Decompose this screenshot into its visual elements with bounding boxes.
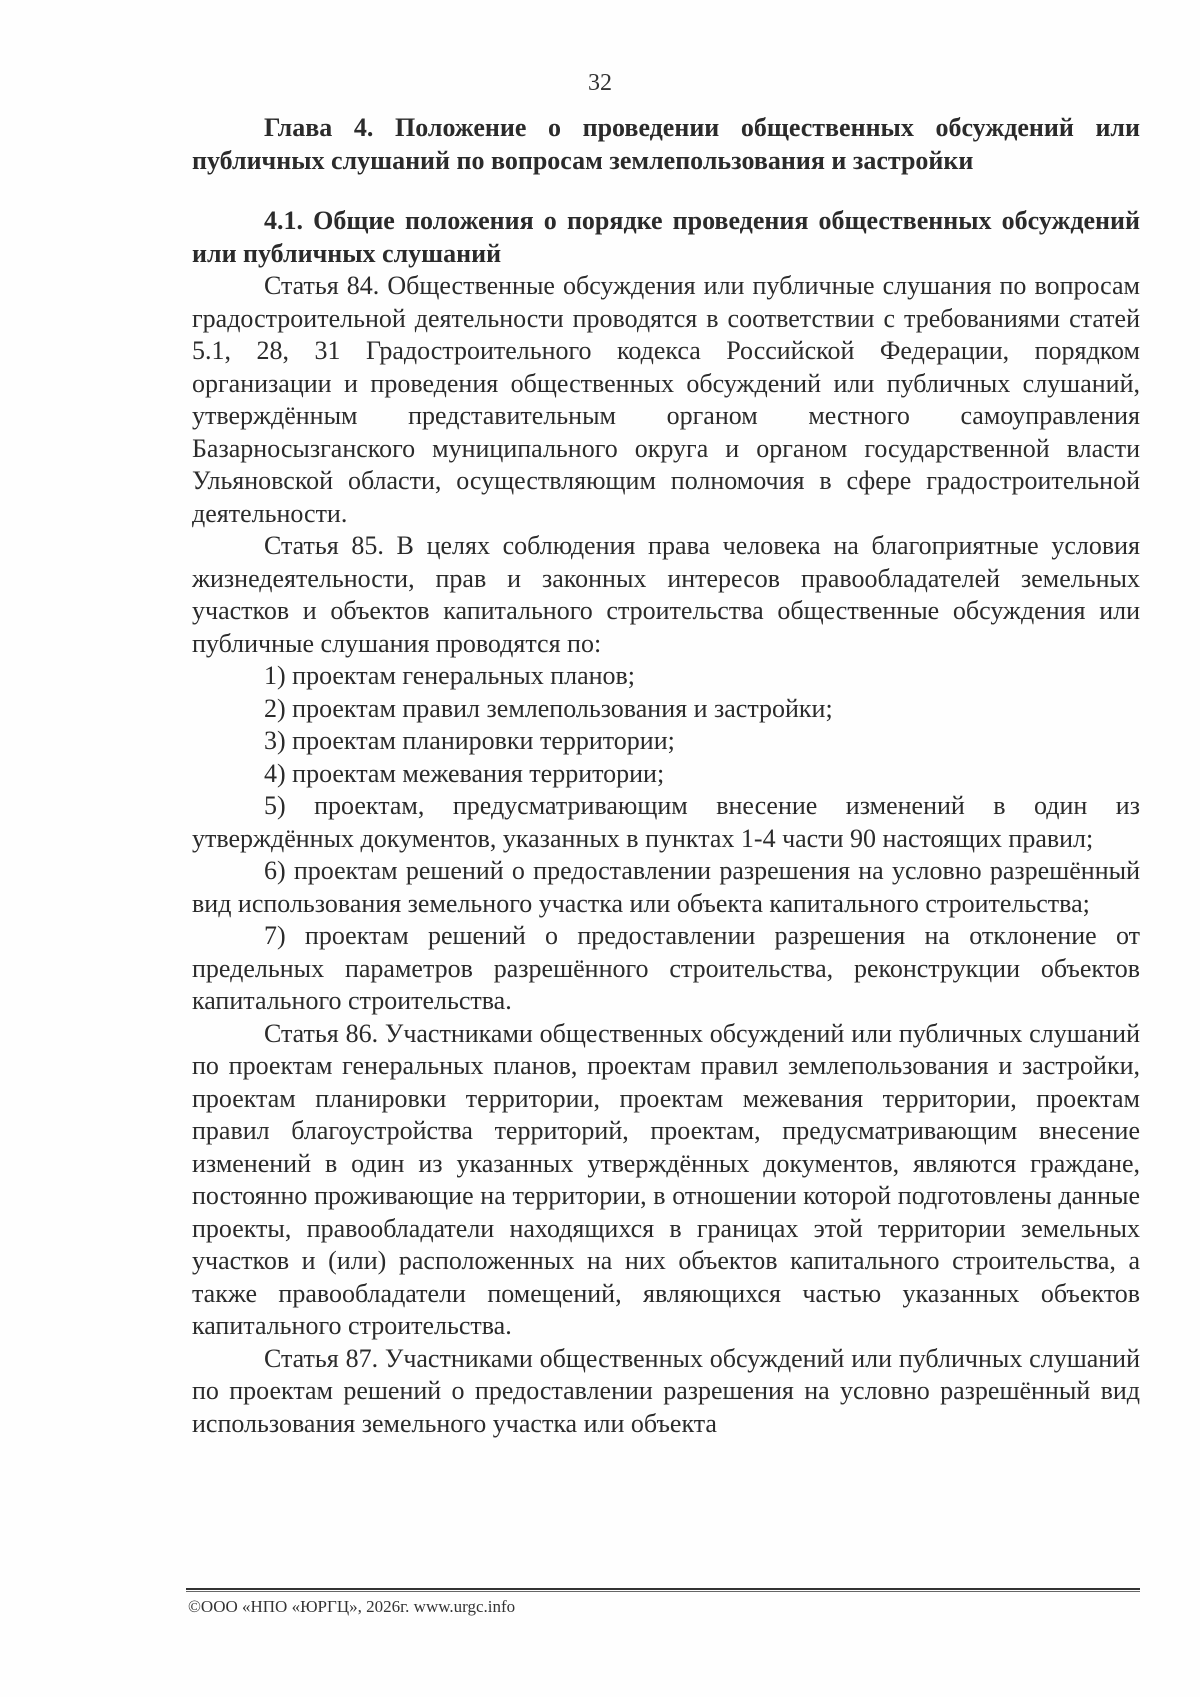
list-item: 7) проектам решений о предоставлении разрешения на отклонение от предельных параметров разрешённого строительства, реконструкции объектов капитального строительства. xyxy=(192,921,1140,1015)
list-item: 4) проектам межевания территории; xyxy=(264,758,665,788)
article-85: Статья 85. В целях соблюдения права человека на благоприятные условия жизнедеятельности, прав и законных интересов правообладателей земельных участков и объектов капитального строительства общественные обсуждения или публичные слушания проводятся по: xyxy=(192,531,1140,658)
chapter-title: Глава 4. Положение о проведении общественных обсуждений или публичных слушаний по вопросам землепользования и застройки xyxy=(192,113,1140,175)
page-number: 32 xyxy=(588,70,612,96)
list-item: 3) проектам планировки территории; xyxy=(264,726,675,755)
footer-divider xyxy=(186,1588,1140,1590)
footer-copyright: ©ООО «НПО «ЮРГЦ», 2026г. www.urgc.info xyxy=(188,1597,516,1616)
list-item: 6) проектам решений о предоставлении разрешения на условно разрешённый вид использования земельного участка или объекта капитального строительства; xyxy=(192,856,1140,918)
list-item: 2) проектам правил землепользования и застройки; xyxy=(264,693,833,723)
article-87: Статья 87. Участниками общественных обсуждений или публичных слушаний по проектам решений о предоставлении разрешения на условно разрешённый вид использования земельного участка или объекта xyxy=(192,1343,1140,1438)
section-title: 4.1. Общие положения о порядке проведения общественных обсуждений или публичных слушаний xyxy=(192,206,1140,268)
article-84: Статья 84. Общественные обсуждения или публичные слушания по вопросам градостроительной деятельности проводятся в соответствии с требованиями статей 5.1, 28, 31 Градостроительного кодекса Российской Федерации, порядком организации и проведения общественных обсуждений или публичных слушаний, утверждённым представительным органом местного самоуправления Базарносызганского муниципального округа и органом государственной власти Ульяновской области, осуществляющим полномочия в сфере градостроительной деятельности. xyxy=(192,271,1140,528)
article-86: Статья 86. Участниками общественных обсуждений или публичных слушаний по проектам генеральных планов, проектам правил землепользования и застройки, проектам планировки территории, проектам межевания территории, проектам правил благоустройства территорий, проектам, предусматривающим внесение изменений в один из указанных утверждённых документов, являются граждане, постоянно проживающие на территории, в отношении которой подготовлены данные проекты, правообладатели находящихся в границах этой территории земельных участков и (или) расположенных на них объектов капитального строительства, а также правообладатели помещений, являющихся частью указанных объектов капитального строительства. xyxy=(192,1018,1140,1340)
list-item: 5) проектам, предусматривающим внесение изменений в один из утверждённых документов, указанных в пунктах 1-4 части 90 настоящих правил; xyxy=(192,791,1140,853)
document-body xyxy=(192,112,1140,1440)
list-item: 1) проектам генеральных планов; xyxy=(264,661,636,690)
footer-divider-thin xyxy=(186,1591,1140,1592)
